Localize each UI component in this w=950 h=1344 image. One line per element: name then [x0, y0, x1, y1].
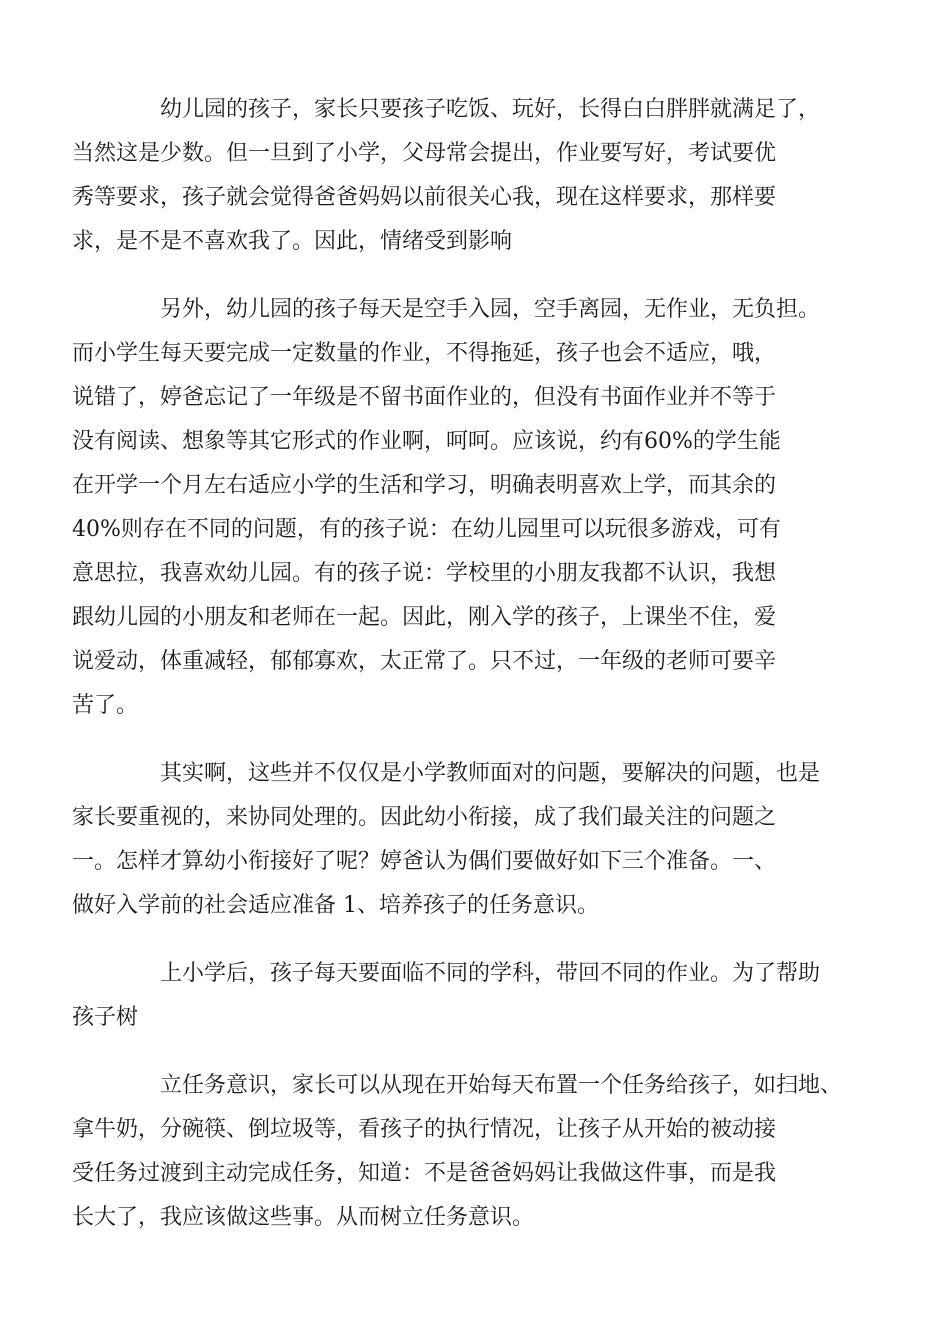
text-line: 拿牛奶，分碗筷、倒垃圾等，看孩子的执行情况，让孩子从开始的被动接	[72, 1117, 777, 1142]
paragraph-2	[72, 288, 836, 728]
paragraph-3	[72, 752, 836, 928]
text-line: 40%则存在不同的问题，有的孩子说：在幼儿园里可以玩很多游戏，可有	[72, 517, 781, 542]
text-line: 上小学后，孩子每天要面临不同的学科，带回不同的作业。为了帮助	[160, 961, 821, 986]
paragraph-5	[72, 1064, 843, 1240]
paragraph-4	[72, 952, 836, 1040]
text-line: 另外，幼儿园的孩子每天是空手入园，空手离园，无作业，无负担。	[160, 297, 821, 322]
text-line: 在开学一个月左右适应小学的生活和学习，明确表明喜欢上学，而其余的	[72, 473, 777, 498]
text-line: 立任务意识，家长可以从现在开始每天布置一个任务给孩子，如扫地、	[160, 1073, 843, 1098]
text-line: 而小学生每天要完成一定数量的作业，不得拖延，孩子也会不适应，哦，	[72, 341, 777, 366]
text-line: 家长要重视的，来协同处理的。因此幼小衔接，成了我们最关注的问题之	[72, 805, 777, 830]
text-line: 意思拉，我喜欢幼儿园。有的孩子说：学校里的小朋友我都不认识，我想	[72, 561, 777, 586]
text-line: 一。怎样才算幼小衔接好了呢？婷爸认为偶们要做好如下三个准备。一、	[72, 849, 777, 874]
text-line: 长大了，我应该做这些事。从而树立任务意识。	[72, 1205, 535, 1230]
text-line: 当然这是少数。但一旦到了小学，父母常会提出，作业要写好，考试要优	[72, 141, 777, 166]
text-line: 秀等要求，孩子就会觉得爸爸妈妈以前很关心我，现在这样要求，那样要	[72, 185, 777, 210]
paragraph-1	[72, 88, 836, 264]
text-line: 没有阅读、想象等其它形式的作业啊，呵呵。应该说，约有60%的学生能	[72, 429, 781, 454]
text-line: 求，是不是不喜欢我了。因此，情绪受到影响	[72, 229, 513, 254]
text-line: 说爱动，体重减轻，郁郁寡欢，太正常了。只不过，一年级的老师可要辛	[72, 649, 777, 674]
text-line: 受任务过渡到主动完成任务，知道：不是爸爸妈妈让我做这件事，而是我	[72, 1161, 777, 1186]
text-line: 做好入学前的社会适应准备 1、培养孩子的任务意识。	[72, 893, 599, 918]
text-line: 苦了。	[72, 693, 139, 718]
text-line: 说错了，婷爸忘记了一年级是不留书面作业的，但没有书面作业并不等于	[72, 385, 777, 410]
text-line: 孩子树	[72, 1005, 139, 1030]
text-line: 其实啊，这些并不仅仅是小学教师面对的问题，要解决的问题，也是	[160, 761, 821, 786]
text-line: 跟幼儿园的小朋友和老师在一起。因此，刚入学的孩子，上课坐不住，爱	[72, 605, 777, 630]
document-body	[72, 88, 843, 1264]
text-line: 幼儿园的孩子，家长只要孩子吃饭、玩好，长得白白胖胖就满足了，	[160, 97, 821, 122]
